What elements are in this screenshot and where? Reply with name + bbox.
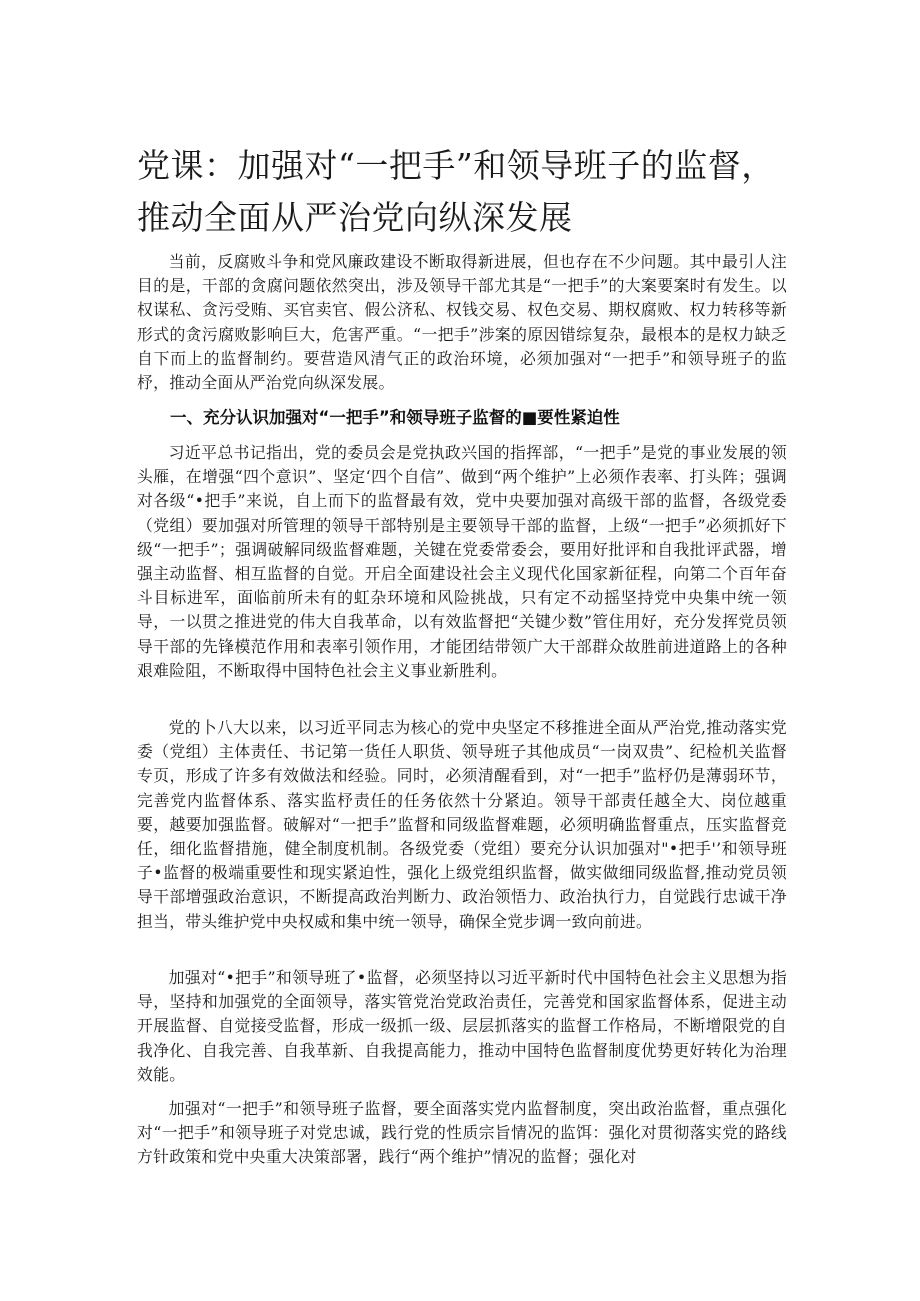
document-title: 党课：加强对“一把手”和领导班子的监督，推动全面从严治党向纵深发展: [137, 146, 775, 237]
paragraph-5: 加强对“一把手”和领导班子监督，要全面落实党内监督制度，突出政治监督，重点强化对“一把手”和领导班子对党忠诚，践行党的性质宗旨情况的监饵：强化对贯彻落实党的路线方针政策和党中央重大决策部署，践行“两个维护”情况的监督；强化对: [137, 1099, 787, 1167]
section-heading-1: 一、充分认识加强对“一把手”和领导班子监督的■要性紧迫性: [170, 408, 620, 427]
paragraph-intro: 当前，反腐败斗争和党风廉政建设不断取得新进展，但也存在不少问题。其中最引人注目的是，干部的贪腐问题依然突出，涉及领导干部尤其是“一把手”的大案要案时有发生。以权谋私、贪污受贿、买官卖官、假公济私、权钱交易、权色交易、期权腐败、权力转移等新形式的贪污腐败影响巨大，危害严重。“一把手”涉案的原因错综复杂，最根本的是权力缺乏自下而上的监督制约。要营造风清气正的政治环境，必须加强对“一把手”和领导班子的监杼，推动全面从严治党向纵深发展。: [137, 252, 787, 393]
paragraph-3: 党的卜八大以来，以习近平同志为核心的党中央坚定不移推进全面从严治党,推动落实党委（党组）主体责任、书记第一货任人职货、领导班子其他成员“一岗双贵”、纪检机关监督专页，形成了许多有效做法和经验。同时，必须清醒看到，对“一把手”监杼仍是薄弱环节，完善党内监督体系、落实监杼责任的任务依然十分紧迫。领导干部责任越全大、岗位越重要，越要加强监督。破解对“一把手”监督和同级监督难题，必须明确监督重点，压实监督竞任，细化监督措施，健全制度机制。各级党委（党组）要充分认识加强对"•把手'’和领导班子•监督的极端重要性和现实紧迫性，强化上级党组织监督，做实做细同级监督,推动党员领导干部增强政治意识，不断提高政治判断力、政治领悟力、政治执行力，自觉践行忠诚干净担当，带头维护党中央权威和集中统一领导，确保全党步调一致向前进。: [137, 718, 787, 931]
paragraph-2: 习近平总书记指出，党的委员会是党执政兴国的指挥部，“一把手”是党的事业发展的领头雁，在增强“四个意识”、坚定‘四个自信”、做到“两个维护”上必须作表率、打头阵；强调对各级“•把手”来说，自上而下的监督最有效，党中央要加强对高级干部的监督，各级党委（党组）要加强对所管理的领导干部特别是主要领导干部的监督，上级“一把手”必须抓好下级“一把手”；强调破解同级监督难题，关键在党委常委会，要用好批评和自我批评武器，增强主动监督、相互监督的自觉。开启全面建设社会主义现代化国家新征程，向第二个百年奋斗目标进军，面临前所未有的虹杂环境和风险挑战，只有定不动摇坚持党中央集中统一领导，一以贯之推进党的伟大自我革命，以有效监督把“关键少数”管住用好，充分发挥党员领导干部的先锋模范作用和表率引领作用，才能团结带领广大干部群众故胜前进道路上的各种艰难险阻，不断取得中国特色社会主义事业新胜利。: [137, 443, 787, 680]
paragraph-4: 加强对“•把手”和领导班了•监督，必须坚持以习近平新时代中国特色社会主义思想为指导，坚持和加强党的全面领导，落实管党治党政治责任，完善党和国家监督体系，促进主动开展监督、自觉接受监督，形成一级抓一级、层层抓落实的监督工作格局，不断增限党的自我净化、自我完善、自我革新、自我提高能力，推动中国特色监督制度优势更好转化为治理效能。: [137, 968, 787, 1084]
